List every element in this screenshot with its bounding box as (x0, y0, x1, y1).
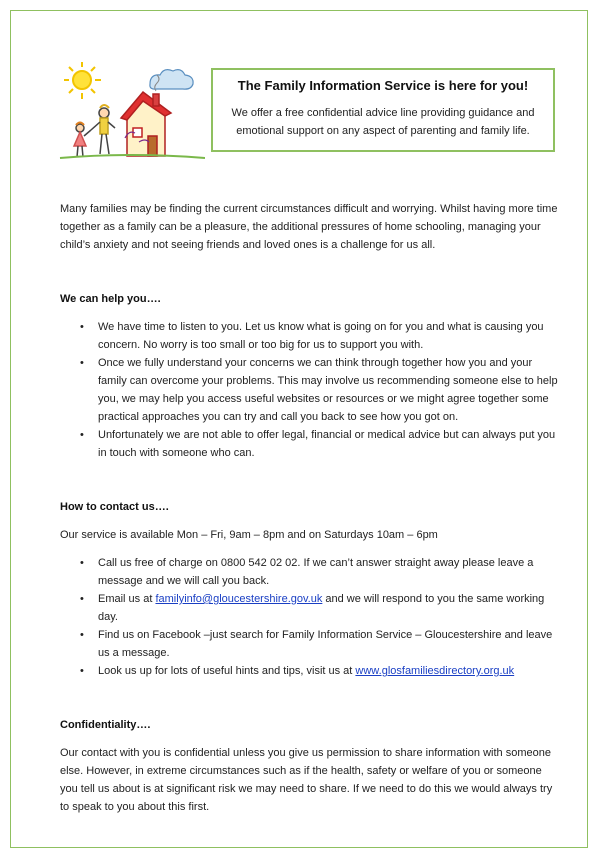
web-prefix: Look us up for lots of useful hints and tips, visit us at (98, 665, 356, 677)
list-item: • Once we fully understand your concerns we can think through together how you and your family can overcome your problems. This may involve us recommending someone else to help you, we may help you access useful websites or resources or we might agree together some practical approaches you can try and call you back to see how you got on. (60, 354, 560, 426)
intro-paragraph: Many families may be finding the current circumstances difficult and worrying. Whilst having more time together as a family can be a pleasure, the additional pressures of home schooling, managing your child’s anxiety and not seeing friends and loved ones is a challenge for us all. (60, 203, 558, 251)
main-content (60, 200, 560, 816)
callout-title: The Family Information Service is here for you! (237, 78, 529, 93)
confidentiality-body: Our contact with you is confidential unless you give us permission to share information with someone else. However, in extreme circumstances such as if the health, safety or welfare of you or someone you tell us about is at significant risk we may need to share. If we need to do this we would always try to speak to you about this first. (60, 747, 553, 813)
contact-heading: How to contact us…. (60, 501, 169, 513)
cloud-icon (150, 70, 193, 89)
child-figure-icon (74, 123, 91, 158)
confidentiality-heading: Confidentiality…. (60, 719, 151, 731)
list-item (60, 590, 560, 626)
adult-figure-icon (91, 105, 115, 154)
service-hours: Our service is available Mon – Fri, 9am – 8pm and on Saturdays 10am – 6pm (60, 529, 438, 541)
list-item: • We have time to listen to you. Let us know what is going on for you and what is causing you concern. No worry is too small or too big for us to support you with. (60, 318, 560, 354)
list-item: • Unfortunately we are not able to offer legal, financial or medical advice but can always put you in touch with someone who can. (60, 426, 560, 462)
callout-body: We offer a free confidential advice line providing guidance and emotional support on any aspect of parenting and family life. (231, 107, 535, 137)
email-suffix: and we will respond to you the same working day. (98, 593, 545, 623)
list-item (60, 662, 560, 680)
help-heading: We can help you…. (60, 293, 161, 305)
email-link[interactable]: familyinfo@gloucestershire.gov.uk (155, 593, 323, 605)
callout-box (211, 68, 555, 152)
contact-list (60, 554, 560, 680)
email-prefix: Email us at (98, 593, 156, 605)
list-item: • Call us free of charge on 0800 542 02 02. If we can’t answer straight away please leave a message and we will call you back. (60, 554, 560, 590)
list-item: • Find us on Facebook –just search for Family Information Service – Gloucestershire and leave us a message. (60, 626, 560, 662)
help-list (60, 318, 560, 462)
house-icon (121, 92, 171, 156)
sun-icon (64, 62, 101, 99)
website-link[interactable]: www.glosfamiliesdirectory.org.uk (355, 665, 515, 677)
family-house-illustration (55, 58, 205, 168)
